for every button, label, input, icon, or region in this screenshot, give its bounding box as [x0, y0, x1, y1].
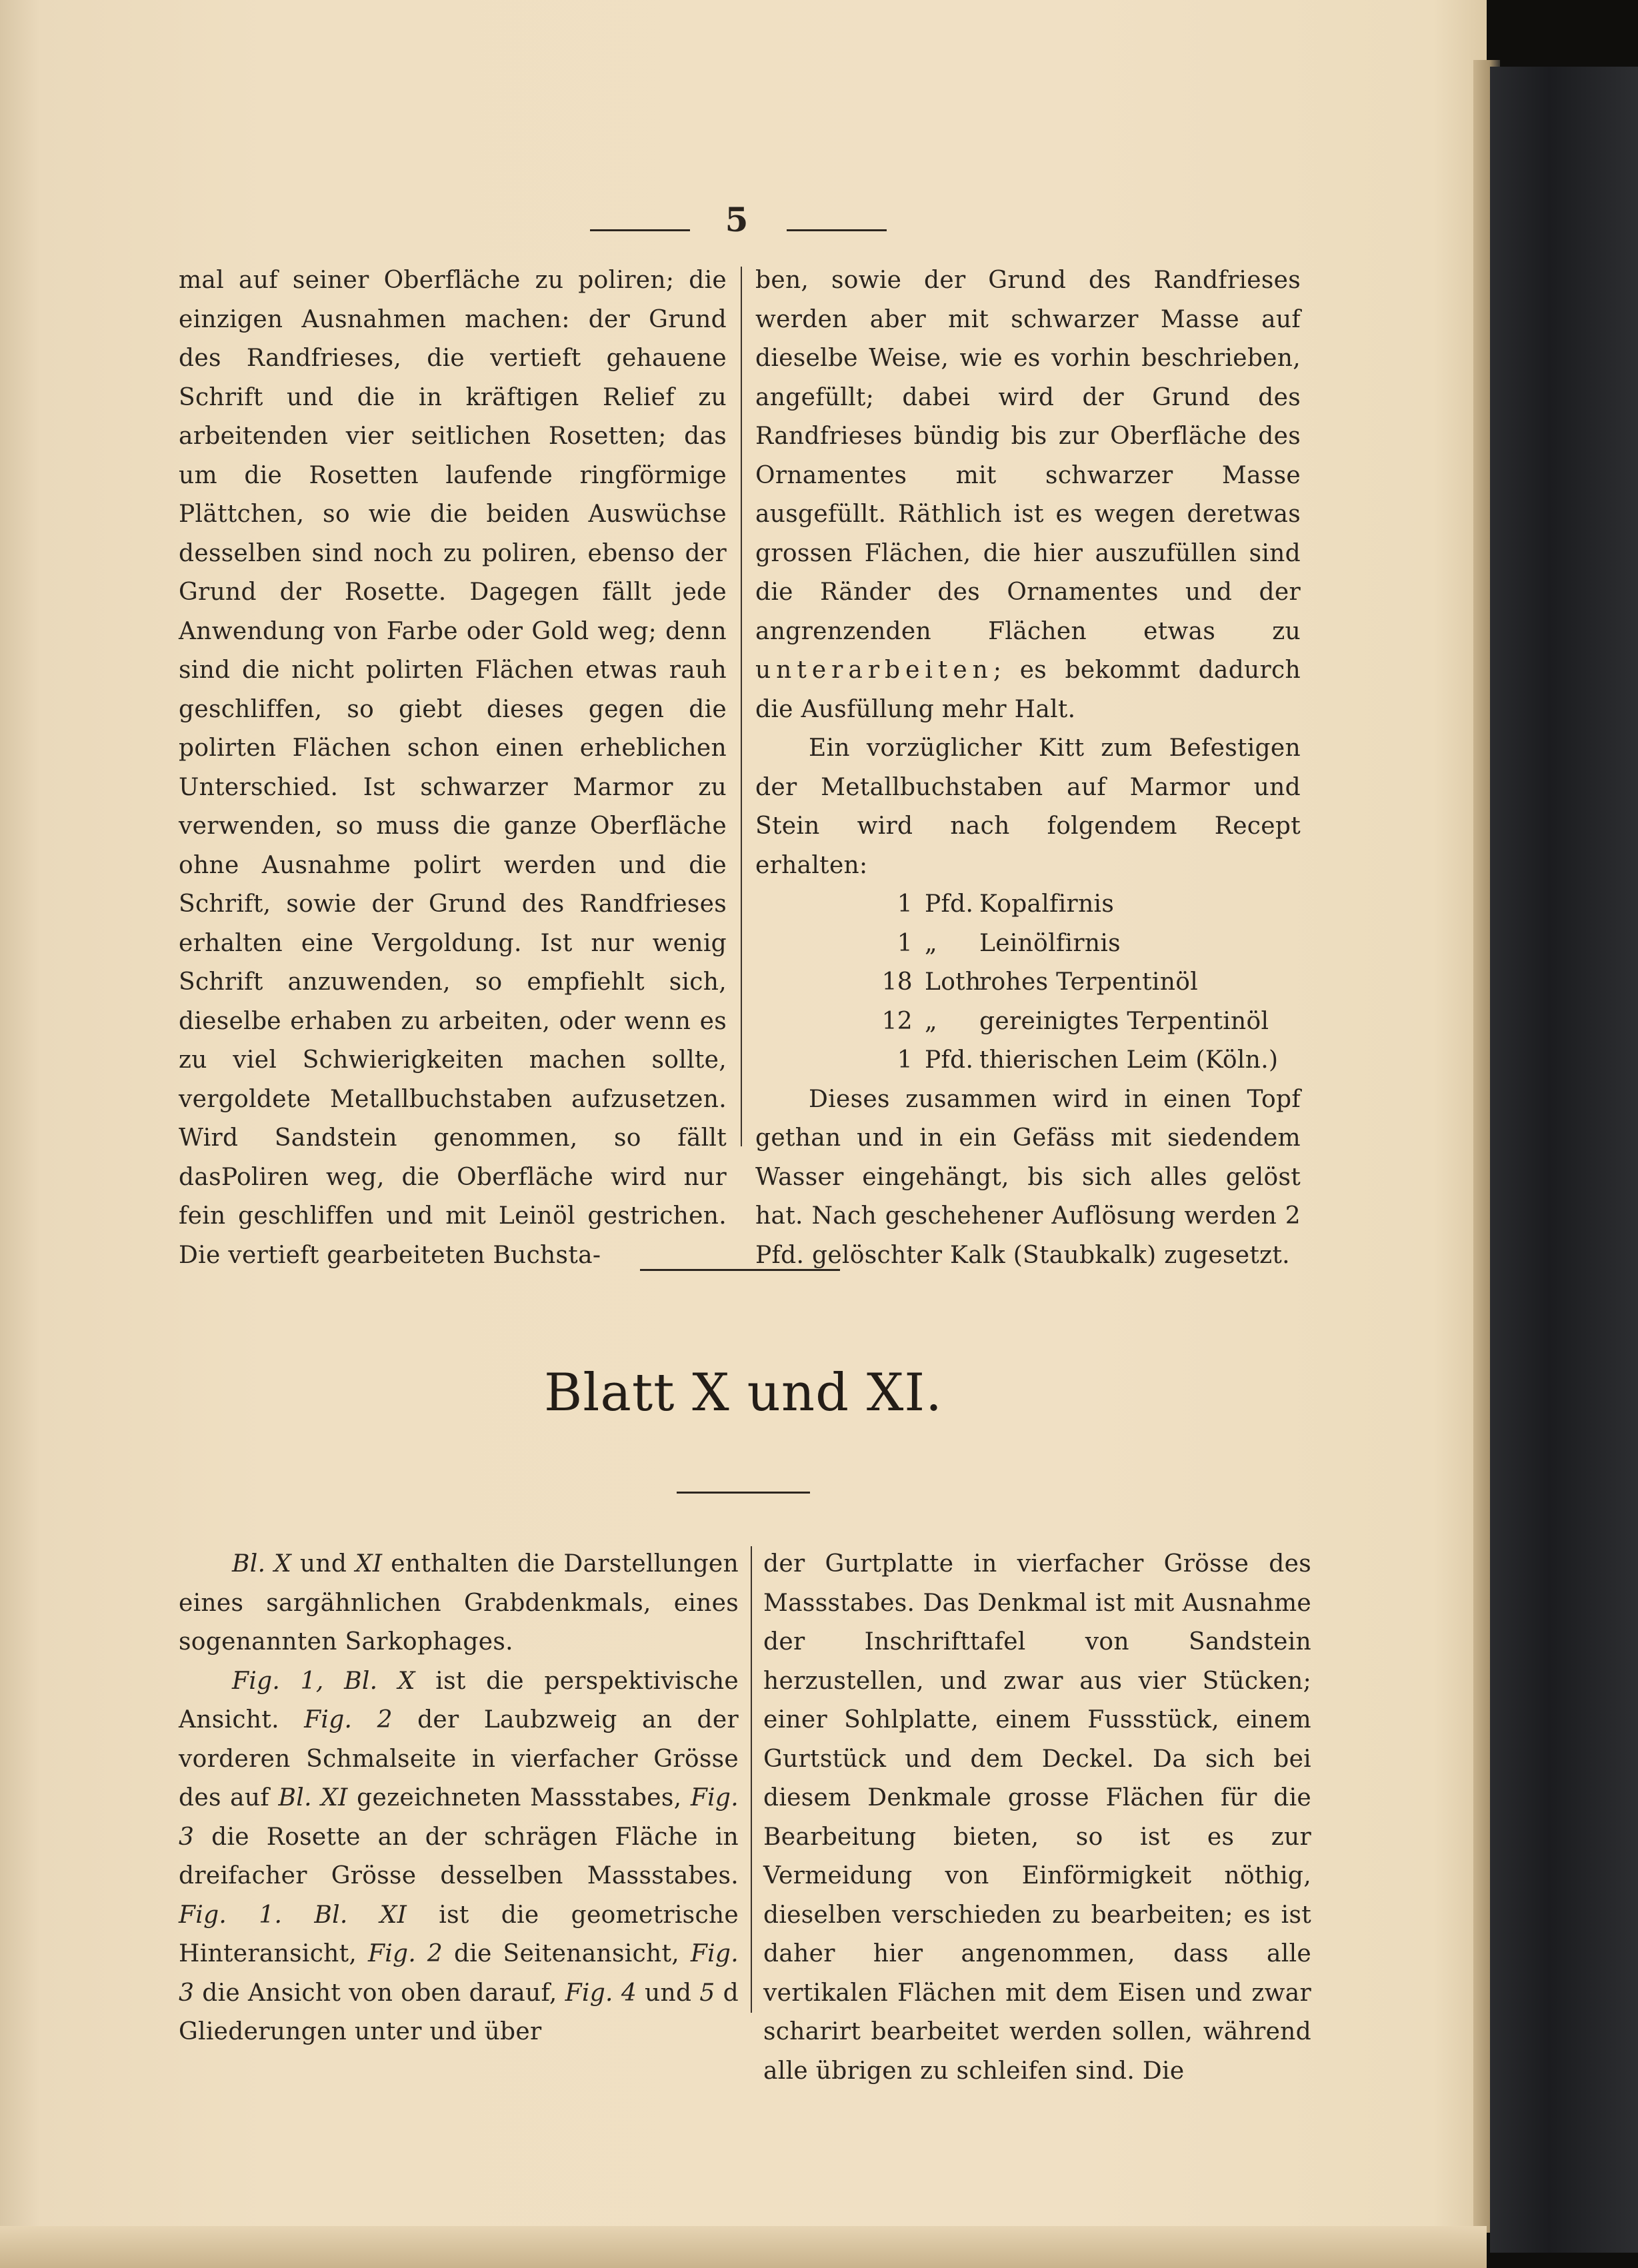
top-right-paragraph-2: Ein vorzüglicher Kitt zum Befestigen der Metallbuchstaben auf Marmor und Stein wird nach folgendem Recept erhalten:	[755, 734, 1301, 879]
page-number: 5	[725, 200, 749, 239]
top-left-column	[179, 261, 727, 1275]
recipe-item: 1 Pfd. thierischen Leim (Köln.)	[897, 1046, 1279, 1074]
recipe-item: 12 „ gereinigtes Terpentinöl	[881, 1007, 1269, 1035]
top-right-paragraph-1: ben, sowie der Grund des Randfrieses werden aber mit schwarzer Masse auf dieselbe Weise, wie es vorhin beschrieben, angefüllt; dabei wird der Grund des Randfrieses bündig bis zur Oberfläche des Ornamentes mit schwarzer Masse ausgefüllt. Räthlich ist es wegen deretwas grossen Flächen, die hier auszufüllen sind die Ränder des Ornamentes und der angrenzenden Flächen etwas zu unterarbeiten; es bekommt dadurch die Ausfüllung mehr Halt.	[755, 267, 1301, 723]
recipe-item: 1 „ Leinölfirnis	[897, 929, 1121, 957]
top-column-divider	[741, 267, 742, 1146]
section-rule-bottom	[677, 1492, 810, 1494]
page-number-rule-right	[787, 229, 887, 231]
bottom-right-column	[763, 1545, 1311, 2091]
bottom-left-paragraph-2: Fig. 1, Bl. X ist die perspektivische Ansicht. Fig. 2 der Laubzweig an der vorderen Schmalseite in vierfacher Grösse des auf Bl. XI gezeichneten Massstabes, Fig. 3 die Rosette an der schrägen Fläche in dreifacher Grösse desselben Massstabes. Fig. 1. Bl. XI ist die geometrische Hinteransicht, Fig. 2 die Seitenansicht, Fig. 3 die Ansicht von oben darauf, Fig. 4 und 5 d Gliederungen unter und über	[179, 1667, 739, 2045]
bottom-column-divider	[751, 1546, 752, 2013]
bottom-right-paragraph: der Gurtplatte in vierfacher Grösse des Massstabes. Das Denkmal ist mit Ausnahme der Inschrifttafel von Sandstein herzustellen, und zwar aus vier Stücken; einer Sohlplatte, einem Fussstück, einem Gurtstück und dem Deckel. Da sich bei diesem Denkmale grosse Flächen für die Bearbeitung bieten, so ist es zur Vermeidung von Einförmigkeit nöthig, dieselben verschieden zu bearbeiten; es ist daher hier angenommen, dass alle vertikalen Flächen mit dem Eisen und zwar scharirt bearbeitet werden sollen, während alle übrigen zu schleifen sind. Die	[763, 1550, 1311, 2085]
recipe-list	[755, 885, 1301, 1080]
page-number-rule-left	[590, 229, 690, 231]
page-bottom-edge	[0, 2226, 1487, 2268]
recipe-item: 18 Loth rohes Terpentinöl	[881, 968, 1199, 996]
top-left-paragraph: mal auf seiner Oberfläche zu poliren; die einzigen Ausnahmen machen: der Grund des Randfrieses, die vertieft gehauene Schrift und die in kräftigen Relief zu arbeitenden vier seitlichen Rosetten; das um die Rosetten laufende ringförmige Plättchen, so wie die beiden Auswüchse desselben sind noch zu poliren, ebenso der Grund der Rosette. Dagegen fällt jede Anwendung von Farbe oder Gold weg; denn sind die nicht polirten Flächen etwas rauh geschliffen, so giebt dieses gegen die polirten Flächen schon einen erheblichen Unterschied. Ist schwarzer Marmor zu verwenden, so muss die ganze Oberfläche ohne Ausnahme polirt werden und die Schrift, sowie der Grund des Randfrieses erhalten eine Vergoldung. Ist nur wenig Schrift anzuwenden, so empfiehlt sich, dieselbe erhaben zu arbeiten, oder wenn es zu viel Schwierigkeiten machen sollte, vergoldete Metallbuchstaben aufzusetzen. Wird Sandstein genommen, so fällt dasPoliren weg, die Oberfläche wird nur fein geschliffen und mit Leinöl gestrichen. Die vertieft gearbeiteten Buchsta-	[179, 267, 727, 1269]
top-right-column	[755, 261, 1301, 1275]
bottom-left-paragraph-1: Bl. X und XI enthalten die Darstellungen eines sargähnlichen Grabdenkmals, eines sogenannten Sarkophages.	[179, 1550, 739, 1656]
bottom-left-column	[179, 1545, 739, 2052]
section-title: Blatt X und XI.	[544, 1363, 943, 1423]
recipe-item: 1 Pfd. Kopalfirnis	[897, 890, 1115, 918]
book-cover-edge	[1490, 67, 1638, 2253]
top-right-paragraph-3: Dieses zusammen wird in einen Topf gethan und in ein Gefäss mit siedendem Wasser eingehängt, bis sich alles gelöst hat. Nach geschehener Auflösung werden 2 Pfd. gelöschter Kalk (Staubkalk) zugesetzt.	[755, 1085, 1301, 1269]
section-rule-top	[640, 1269, 840, 1271]
emphasis-spaced: unterarbeiten	[755, 656, 993, 684]
